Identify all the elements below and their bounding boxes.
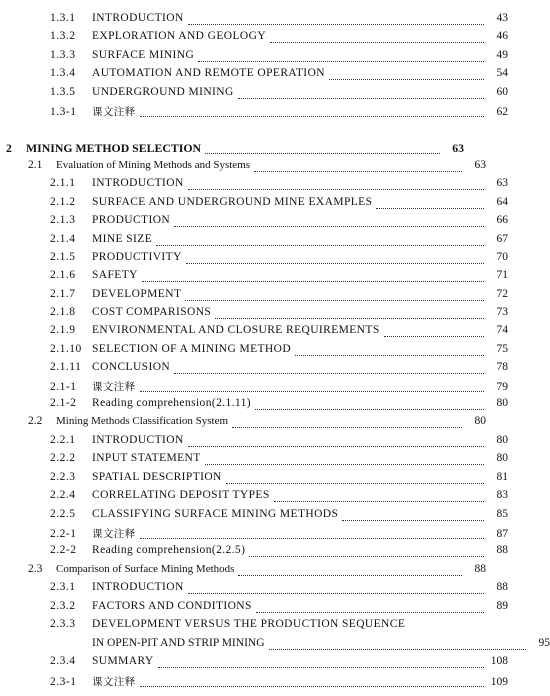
toc-entry-title: Comparison of Surface Mining Methods <box>56 563 235 575</box>
toc-entry-title: MINE SIZE <box>92 233 153 245</box>
toc-entry-number: 2.2.4 <box>50 489 76 501</box>
toc-entry-page-number: 43 <box>496 12 508 24</box>
dot-leader <box>174 226 484 227</box>
toc-entry <box>0 214 508 230</box>
dot-leader <box>185 300 484 301</box>
toc-entry-title: SURFACE AND UNDERGROUND MINE EXAMPLES <box>92 196 373 208</box>
toc-entry-title: CONCLUSION <box>92 361 171 373</box>
toc-entry-title: IN OPEN-PIT AND STRIP MINING <box>92 637 265 649</box>
toc-entry-page-number: 78 <box>496 361 508 373</box>
toc-entry-title: INTRODUCTION <box>92 434 184 446</box>
toc-entry-number: 2.2.5 <box>50 508 76 520</box>
toc-entry-number: 1.3-1 <box>50 106 77 118</box>
toc-entry-page-number: 80 <box>496 452 508 464</box>
dot-leader <box>142 281 484 282</box>
toc-entry-number: 2.1.2 <box>50 196 76 208</box>
dot-leader <box>158 667 484 668</box>
toc-entry <box>0 452 508 468</box>
toc-entry <box>0 526 508 542</box>
toc-entry <box>0 196 508 212</box>
toc-entry-title: INTRODUCTION <box>92 581 184 593</box>
toc-entry-number: 2.3 <box>28 563 43 575</box>
toc-entry-number: 2.1.8 <box>50 306 76 318</box>
toc-entry-number: 2.2 <box>28 415 43 427</box>
toc-entry-page-number: 46 <box>496 30 508 42</box>
toc-entry-title: EXPLORATION AND GEOLOGY <box>92 30 267 42</box>
toc-entry-page-number: 71 <box>496 269 508 281</box>
toc-entry-page-number: 88 <box>496 544 508 556</box>
toc-entry <box>0 600 508 616</box>
dot-leader <box>254 171 462 172</box>
toc-entry-number: 2.1.10 <box>50 343 82 355</box>
toc-entry <box>0 324 508 340</box>
dot-leader <box>188 593 484 594</box>
toc-entry-title: PRODUCTION <box>92 214 171 226</box>
toc-entry-number: 2.1.5 <box>50 251 76 263</box>
toc-entry <box>0 508 508 524</box>
toc-entry <box>0 159 486 175</box>
toc-entry-title: ENVIRONMENTAL AND CLOSURE REQUIREMENTS <box>92 324 380 336</box>
dot-leader <box>274 501 484 502</box>
dot-leader <box>215 318 484 319</box>
toc-entry <box>0 434 508 450</box>
toc-entry <box>0 343 508 359</box>
toc-entry-page-number: 75 <box>496 343 508 355</box>
dot-leader <box>188 446 484 447</box>
toc-entry-page-number: 49 <box>496 49 508 61</box>
toc-entry-title: CORRELATING DEPOSIT TYPES <box>92 489 270 501</box>
toc-entry <box>0 306 508 322</box>
toc-entry-page-number: 64 <box>496 196 508 208</box>
dot-leader <box>198 61 484 62</box>
toc-entry <box>0 177 508 193</box>
toc-entry-page-number: 73 <box>496 306 508 318</box>
toc-entry-title: SUMMARY <box>92 655 154 667</box>
toc-entry <box>0 471 508 487</box>
toc-entry-page-number: 70 <box>496 251 508 263</box>
toc-entry-title: CLASSIFYING SURFACE MINING METHODS <box>92 508 339 520</box>
toc-entry-page-number: 87 <box>496 528 508 540</box>
toc-entry-title: Reading comprehension(2.2.5) <box>92 544 246 556</box>
toc-entry-number: 2.2.2 <box>50 452 76 464</box>
toc-entry-number: 2.3.1 <box>50 581 76 593</box>
toc-entry-number: 1.3.4 <box>50 67 76 79</box>
toc-entry-page-number: 60 <box>496 86 508 98</box>
toc-entry-number: 2.1.11 <box>50 361 82 373</box>
toc-entry-title: Evaluation of Mining Methods and Systems <box>56 159 251 171</box>
toc-entry <box>0 86 508 102</box>
toc-entry-title: FACTORS AND CONDITIONS <box>92 600 252 612</box>
toc-entry-number: 2.3.3 <box>50 618 76 630</box>
toc-entry-title: INTRODUCTION <box>92 12 184 24</box>
toc-entry-number: 1.3.1 <box>50 12 76 24</box>
toc-entry-number: 2.3.2 <box>50 600 76 612</box>
toc-entry-number: 2.3.4 <box>50 655 76 667</box>
dot-leader <box>238 575 462 576</box>
toc-entry-title: SAFETY <box>92 269 138 281</box>
dot-leader <box>232 427 462 428</box>
toc-entry-number: 1.3.5 <box>50 86 76 98</box>
toc-entry-title: DEVELOPMENT VERSUS THE PRODUCTION SEQUENCE <box>92 618 406 630</box>
toc-entry-title: 课文注释 <box>92 381 136 393</box>
toc-entry-title: AUTOMATION AND REMOTE OPERATION <box>92 67 325 79</box>
toc-entry-page-number: 80 <box>474 415 486 427</box>
toc-entry-number: 2.1.3 <box>50 214 76 226</box>
dot-leader <box>256 612 484 613</box>
dot-leader <box>174 373 484 374</box>
toc-entry <box>0 269 508 285</box>
dot-leader <box>329 79 484 80</box>
toc-entry-page-number: 108 <box>490 655 508 667</box>
toc-entry-page-number: 85 <box>496 508 508 520</box>
toc-entry-title: PRODUCTIVITY <box>92 251 182 263</box>
toc-entry <box>0 674 508 690</box>
toc-entry-number: 2.1.9 <box>50 324 76 336</box>
toc-entry-number: 2.1-2 <box>50 397 77 409</box>
toc-entry <box>0 67 508 83</box>
toc-entry-page-number: 83 <box>496 489 508 501</box>
toc-entry-number: 1.3.3 <box>50 49 76 61</box>
toc-entry-page-number: 66 <box>496 214 508 226</box>
toc-entry <box>0 233 508 249</box>
toc-entry <box>0 655 508 671</box>
dot-leader <box>376 208 484 209</box>
toc-entry-title: DEVELOPMENT <box>92 288 182 300</box>
dot-leader <box>384 336 484 337</box>
toc-entry-page-number: 81 <box>496 471 508 483</box>
toc-entry-number: 2.2-1 <box>50 528 77 540</box>
toc-entry-page-number: 95 <box>538 637 550 649</box>
toc-entry-page-number: 79 <box>496 381 508 393</box>
dot-leader <box>269 649 526 650</box>
dot-leader <box>205 464 484 465</box>
toc-entry-page-number: 80 <box>496 434 508 446</box>
toc-entry-title: 课文注释 <box>92 676 136 688</box>
dot-leader <box>270 42 484 43</box>
dot-leader <box>186 263 484 264</box>
toc-entry-page-number: 54 <box>496 67 508 79</box>
dot-leader <box>238 98 484 99</box>
dot-leader <box>342 520 484 521</box>
toc-entry <box>0 12 508 28</box>
toc-entry-page-number: 62 <box>496 106 508 118</box>
toc-entry-number: 2.2.3 <box>50 471 76 483</box>
toc-entry-title: 课文注释 <box>92 106 136 118</box>
toc-entry-title: 课文注释 <box>92 528 136 540</box>
toc-entry <box>0 618 508 634</box>
toc-entry-number: 2.1 <box>28 159 43 171</box>
dot-leader <box>249 556 484 557</box>
toc-entry-title: INPUT STATEMENT <box>92 452 201 464</box>
toc-entry-title: COST COMPARISONS <box>92 306 212 318</box>
dot-leader <box>156 245 484 246</box>
toc-entry-page-number: 72 <box>496 288 508 300</box>
dot-leader <box>140 538 484 539</box>
toc-entry-title: INTRODUCTION <box>92 177 184 189</box>
toc-entry-number: 2.3-1 <box>50 676 77 688</box>
toc-entry-page-number: 88 <box>496 581 508 593</box>
toc-entry <box>0 141 464 157</box>
toc-entry <box>0 397 508 413</box>
toc-entry <box>0 637 550 653</box>
toc-entry-page-number: 63 <box>496 177 508 189</box>
toc-entry <box>0 379 508 395</box>
toc-entry-title: Mining Methods Classification System <box>56 415 229 427</box>
toc-entry <box>0 361 508 377</box>
toc-entry-page-number: 80 <box>496 397 508 409</box>
toc-entry-number: 2.2-2 <box>50 544 77 556</box>
toc-entry-number: 2.1.6 <box>50 269 76 281</box>
toc-entry-page-number: 109 <box>490 676 508 688</box>
dot-leader <box>226 483 484 484</box>
toc-entry <box>0 251 508 267</box>
toc-entry-page-number: 89 <box>496 600 508 612</box>
toc-entry-title: SELECTION OF A MINING METHOD <box>92 343 292 355</box>
toc-entry-title: Reading comprehension(2.1.11) <box>92 397 252 409</box>
toc-entry-title: UNDERGROUND MINING <box>92 86 234 98</box>
dot-leader <box>255 409 484 410</box>
toc-entry <box>0 581 508 597</box>
dot-leader <box>140 116 484 117</box>
toc-entry <box>0 288 508 304</box>
toc-entry-page-number: 63 <box>452 141 464 155</box>
toc-entry-number: 1.3.2 <box>50 30 76 42</box>
dot-leader <box>295 355 484 356</box>
toc-entry-title: MINING METHOD SELECTION <box>26 141 202 155</box>
toc-entry <box>0 489 508 505</box>
toc-entry-number: 2 <box>6 141 12 155</box>
dot-leader <box>140 686 484 687</box>
dot-leader <box>140 391 484 392</box>
toc-entry-number: 2.1.7 <box>50 288 76 300</box>
toc-entry <box>0 104 508 120</box>
dot-leader <box>188 189 484 190</box>
toc-entry-page-number: 74 <box>496 324 508 336</box>
toc-entry-title: SPATIAL DESCRIPTION <box>92 471 222 483</box>
toc-entry-page-number: 88 <box>474 563 486 575</box>
toc-entry-number: 2.1.1 <box>50 177 76 189</box>
toc-entry-page-number: 67 <box>496 233 508 245</box>
toc-entry <box>0 30 508 46</box>
toc-entry-title: SURFACE MINING <box>92 49 195 61</box>
toc-entry-number: 2.1-1 <box>50 381 77 393</box>
toc-entry-number: 2.1.4 <box>50 233 76 245</box>
toc-entry-number: 2.2.1 <box>50 434 76 446</box>
toc-entry-page-number: 63 <box>474 159 486 171</box>
toc-entry <box>0 563 486 579</box>
toc-entry <box>0 544 508 560</box>
dot-leader <box>205 153 440 154</box>
toc-entry <box>0 49 508 65</box>
dot-leader <box>188 24 484 25</box>
toc-entry <box>0 415 486 431</box>
